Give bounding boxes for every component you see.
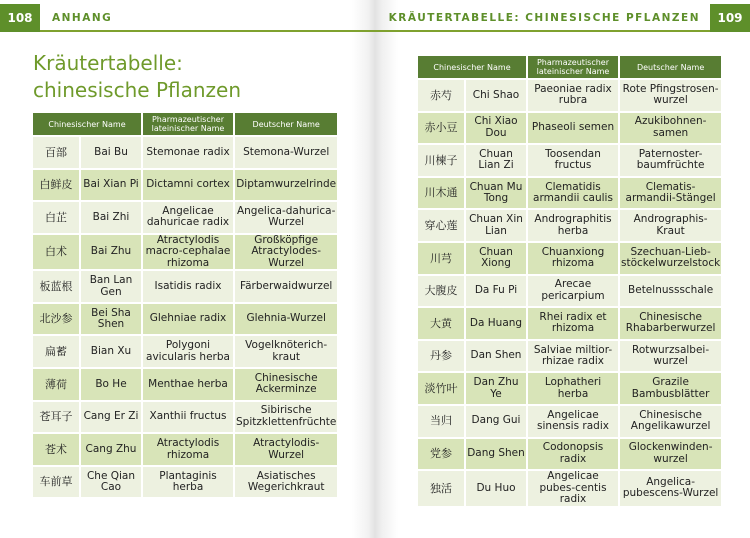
latin-name-cell: Glehniae radix [143,304,233,335]
table-row [418,210,721,241]
german-name-cell: Clematis-armandii-Stängel [620,178,721,209]
pinyin-cell: Bai Bu [81,137,141,168]
pinyin-cell: Dang Shen [466,439,526,470]
german-name-cell: Paternoster-baumfrüchte [620,145,721,176]
latin-name-cell: Dictamni cortex [143,170,233,201]
german-name-cell: Angelica-dahurica-Wurzel [235,202,337,233]
german-name-cell: Glockenwinden-wurzel [620,439,721,470]
table-row [33,336,337,367]
german-name-cell: Diptamwurzelrinde [235,170,337,201]
german-name-cell: Grazile Bambusblätter [620,373,721,404]
pinyin-cell: Bai Zhi [81,202,141,233]
german-name-cell: Großköpfige Atractylodes-Wurzel [235,235,337,270]
column-header-german-name: Deutscher Name [235,113,337,135]
table-row [418,308,721,339]
pinyin-cell: Bian Xu [81,336,141,367]
table-row [33,304,337,335]
table-row [418,341,721,372]
header-right [378,4,750,32]
table-row [418,80,721,111]
pinyin-cell: Ban Lan Gen [81,271,141,302]
latin-name-cell: Paeoniae radix rubra [528,80,618,111]
page-number-left: 108 [0,4,40,32]
chinese-characters-cell: 党参 [418,439,464,470]
pinyin-cell: Che Qian Cao [81,467,141,498]
pinyin-cell: Dan Shen [466,341,526,372]
chinese-characters-cell: 北沙参 [33,304,79,335]
german-name-cell: Rote Pfingstrosen-wurzel [620,80,721,111]
latin-name-cell: Andrographitis herba [528,210,618,241]
german-name-cell: Szechuan-Lieb-stöckelwurzelstock [620,243,721,274]
latin-name-cell: Codonopsis radix [528,439,618,470]
latin-name-cell: Chuanxiong rhizoma [528,243,618,274]
latin-name-cell: Plantaginis herba [143,467,233,498]
german-name-cell: Atractylodis-Wurzel [235,434,337,465]
table-row [33,170,337,201]
table-row [418,113,721,144]
german-name-cell: Sibirische Spitzklettenfrüchte [235,402,337,433]
table-row [418,471,721,506]
latin-name-cell: Angelicae pubes-centis radix [528,471,618,506]
latin-name-cell: Arecae pericarpium [528,276,618,307]
table-row [418,373,721,404]
pinyin-cell: Chuan Mu Tong [466,178,526,209]
german-name-cell: Rotwurzsalbei-wurzel [620,341,721,372]
german-name-cell: Stemona-Wurzel [235,137,337,168]
herb-table-left-body [33,137,337,497]
chinese-characters-cell: 白鲜皮 [33,170,79,201]
herb-table-right [416,54,723,508]
pinyin-cell: Chi Xiao Dou [466,113,526,144]
german-name-cell: Glehnia-Wurzel [235,304,337,335]
german-name-cell: Azukibohnen-samen [620,113,721,144]
table-header-row [33,113,337,135]
section-title-left: ANHANG [52,12,113,24]
pinyin-cell: Du Huo [466,471,526,506]
table-row [33,402,337,433]
table-row [418,243,721,274]
column-header-latin-name: Pharmazeutischer lateinischer Name [143,113,233,135]
chinese-characters-cell: 百部 [33,137,79,168]
chinese-characters-cell: 赤芍 [418,80,464,111]
pinyin-cell: Bei Sha Shen [81,304,141,335]
chinese-characters-cell: 薄荷 [33,369,79,400]
table-header-row [418,56,721,78]
german-name-cell: Chinesische Rhabarberwurzel [620,308,721,339]
column-header-chinese-name: Chinesischer Name [418,56,526,78]
table-row [33,434,337,465]
column-header-german-name: Deutscher Name [620,56,721,78]
chinese-characters-cell: 丹参 [418,341,464,372]
chinese-characters-cell: 当归 [418,406,464,437]
german-name-cell: Färberwaidwurzel [235,271,337,302]
chinese-characters-cell: 白术 [33,235,79,270]
chinese-characters-cell: 车前草 [33,467,79,498]
table-row [33,369,337,400]
table-row [418,439,721,470]
german-name-cell: Andrographis-Kraut [620,210,721,241]
pinyin-cell: Da Huang [466,308,526,339]
table-row [418,145,721,176]
german-name-cell: Chinesische Ackerminze [235,369,337,400]
pinyin-cell: Bai Zhu [81,235,141,270]
pinyin-cell: Bo He [81,369,141,400]
pinyin-cell: Cang Zhu [81,434,141,465]
header-left [0,4,378,32]
chinese-characters-cell: 板蓝根 [33,271,79,302]
page-title-line-2: chinesische Pflanzen [33,78,242,102]
table-row [33,202,337,233]
pinyin-cell: Chuan Xin Lian [466,210,526,241]
chinese-characters-cell: 白芷 [33,202,79,233]
chinese-characters-cell: 苍耳子 [33,402,79,433]
latin-name-cell: Toosendan fructus [528,145,618,176]
pinyin-cell: Chuan Xiong [466,243,526,274]
latin-name-cell: Phaseoli semen [528,113,618,144]
pinyin-cell: Chi Shao [466,80,526,111]
latin-name-cell: Menthae herba [143,369,233,400]
german-name-cell: Betelnussschale [620,276,721,307]
herb-table-left [31,111,339,499]
pinyin-cell: Chuan Lian Zi [466,145,526,176]
table-row [418,276,721,307]
chinese-characters-cell: 大腹皮 [418,276,464,307]
pinyin-cell: Da Fu Pi [466,276,526,307]
latin-name-cell: Polygoni avicularis herba [143,336,233,367]
latin-name-cell: Isatidis radix [143,271,233,302]
table-row [33,467,337,498]
latin-name-cell: Clematidis armandii caulis [528,178,618,209]
chinese-characters-cell: 川木通 [418,178,464,209]
latin-name-cell: Salviae miltior-rhizae radix [528,341,618,372]
chinese-characters-cell: 苍术 [33,434,79,465]
table-row [418,406,721,437]
latin-name-cell: Lophatheri herba [528,373,618,404]
latin-name-cell: Xanthii fructus [143,402,233,433]
chinese-characters-cell: 大黄 [418,308,464,339]
chinese-characters-cell: 川芎 [418,243,464,274]
pinyin-cell: Dang Gui [466,406,526,437]
german-name-cell: Angelica-pubescens-Wurzel [620,471,721,506]
chinese-characters-cell: 穿心莲 [418,210,464,241]
latin-name-cell: Atractylodis macro-cephalae rhizoma [143,235,233,270]
latin-name-cell: Angelicae dahuricae radix [143,202,233,233]
german-name-cell: Asiatisches Wegerichkraut [235,467,337,498]
chinese-characters-cell: 独活 [418,471,464,506]
column-header-latin-name: Pharmazeutischer lateinischer Name [528,56,618,78]
column-header-chinese-name: Chinesischer Name [33,113,141,135]
chinese-characters-cell: 淡竹叶 [418,373,464,404]
chinese-characters-cell: 扁蓄 [33,336,79,367]
book-gutter [352,0,398,538]
latin-name-cell: Angelicae sinensis radix [528,406,618,437]
table-row [33,271,337,302]
page-title-line-1: Kräutertabelle: [33,51,183,75]
latin-name-cell: Atractylodis rhizoma [143,434,233,465]
chinese-characters-cell: 赤小豆 [418,113,464,144]
german-name-cell: Chinesische Angelikawurzel [620,406,721,437]
pinyin-cell: Dan Zhu Ye [466,373,526,404]
table-row [33,137,337,168]
section-title-right: KRÄUTERTABELLE: CHINESISCHE PFLANZEN [388,12,700,24]
herb-table-right-body [418,80,721,506]
page-number-right: 109 [710,4,750,32]
pinyin-cell: Bai Xian Pi [81,170,141,201]
table-row [33,235,337,270]
latin-name-cell: Stemonae radix [143,137,233,168]
table-row [418,178,721,209]
chinese-characters-cell: 川楝子 [418,145,464,176]
pinyin-cell: Cang Er Zi [81,402,141,433]
page-title [33,50,333,104]
german-name-cell: Vogelknöterich-kraut [235,336,337,367]
latin-name-cell: Rhei radix et rhizoma [528,308,618,339]
